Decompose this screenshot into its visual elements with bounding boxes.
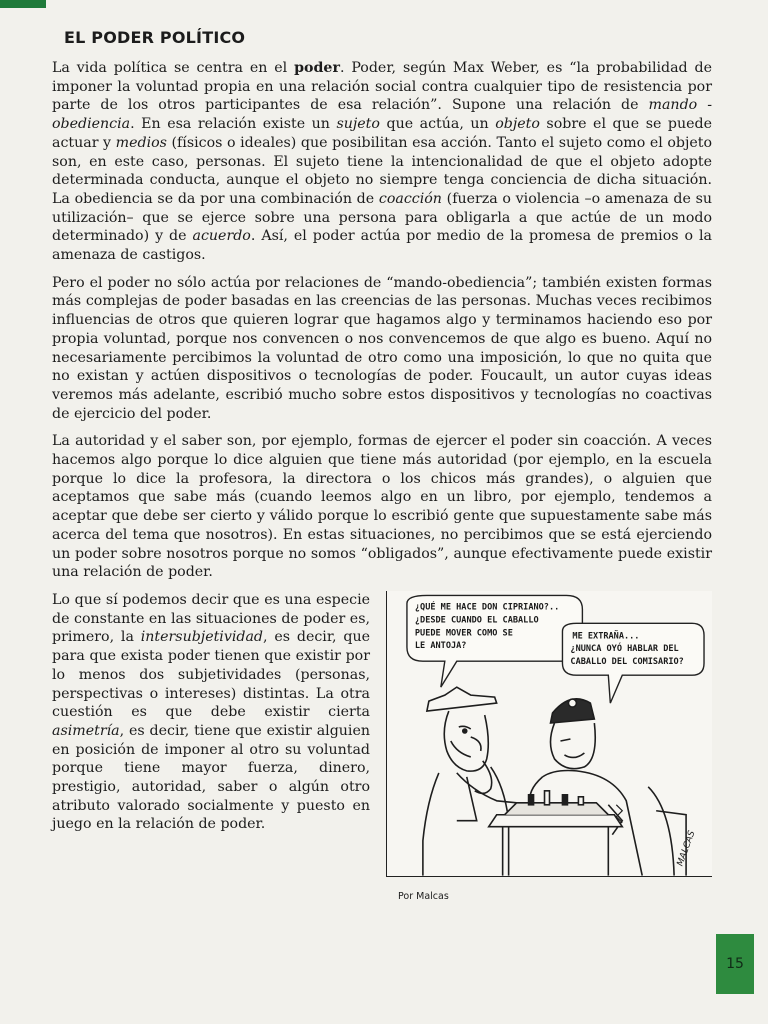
page-title: EL PODER POLÍTICO <box>64 28 246 47</box>
p4-text-a: Lo que sí podemos decir que es una especie de constante en las situaciones de poder es, primero, la <box>52 591 370 646</box>
gaucho-figure <box>423 687 537 875</box>
cartoon-illustration <box>387 591 712 876</box>
p4-text-c: , es decir, tiene que existir alguien en posición de imponer al otro su voluntad porque tiene mayor fuerza, dinero, prestigio, autoridad, saber o algún otro atributo valorado socialmente y puesto en juego en la relación de poder. <box>52 722 370 833</box>
paragraph-1 <box>52 59 712 265</box>
p4-italic-asimetria: asimetría <box>52 722 120 739</box>
balloon-left-line-4: LE ANTOJA? <box>414 641 467 652</box>
p1-italic-sujeto: sujeto <box>336 116 380 133</box>
balloon-left-line-3: PUEDE MOVER COMO SE <box>414 628 513 639</box>
paragraph-3: La autoridad y el saber son, por ejemplo, formas de ejercer el poder sin coacción. A veces hacemos algo porque lo dice alguien que tiene más autoridad (por ejemplo, en la escuela porque lo dice la profesora, la directora o los chicos más grandes), o alguien que aceptamos que sabe más (cuando leemos algo en un libro, por ejemplo, tendemos a aceptar que debe ser cierto y válido porque lo escribió gente que supuestamente sabe más acerca del tema que nosotros). En estas situaciones, no percibimos que se está ejerciendo un poder sobre nosotros porque no somos “obligados”, aunque efectivamente puede existir una relación de poder. <box>52 433 712 581</box>
cartoon-caption: Por Malcas <box>398 890 449 902</box>
p1-italic-objeto: objeto <box>495 116 540 133</box>
p1-text-h: (fuerza o violencia –o amenaza de su utilización– que se ejerce sobre una persona para obligarla a que actúe de un modo determinado) y de <box>52 190 712 245</box>
balloon-right-line-3: CABALLO DEL COMISARIO? <box>570 657 684 668</box>
paragraph-2: Pero el poder no sólo actúa por relaciones de “mando-obediencia”; también existen formas más complejas de poder basadas en las creencias de las personas. Muchas veces recibimos influencias de otros que quieren lograr que hagamos algo y terminamos haciendo eso por propia voluntad, porque nos convencen o nos convencemos de que algo es bueno. Aquí no necesariamente percibimos la voluntad de otro como una imposición, lo que no quita que no existan y actúen dispositivos o tecnologías de poder. Foucault, un autor cuyas ideas veremos más adelante, escribió mucho sobre estos dispositivos y tecnologías no coactivas de ejercicio del poder. <box>52 274 712 422</box>
cartoon-figure <box>386 591 712 902</box>
cartoon-frame <box>386 591 712 877</box>
p4-text-b: , es decir, que para que exista poder tienen que existir por lo menos dos subjetividades (personas, perspectivas o intereses) distintas. La otra cuestión es que debe existir cierta <box>52 629 370 721</box>
p1-italic-medios: medios <box>115 134 167 151</box>
bottom-section <box>52 591 712 902</box>
p1-text-g: (físicos o ideales) que posibilitan esa acción. Tanto el sujeto como el objeto son, en este caso, personas. El sujeto tiene la intencionalidad de que el objeto adopte determinada conducta, aunque el objeto no siempre tenga conciencia de dicha situación. La obediencia se da por una combinación de <box>52 134 712 207</box>
cartoon-signature: MALCAS <box>675 829 698 868</box>
page-content <box>52 28 712 902</box>
p1-italic-coaccion: coacción <box>378 190 442 207</box>
p1-italic-mando: mando - obediencia <box>52 97 712 133</box>
balloon-right-line-1: ME EXTRAÑA... <box>572 631 640 642</box>
p1-text-c: . Poder, según Max Weber, es “la probabilidad de imponer la voluntad propia en una relación social contra cualquier tipo de resistencia por parte de los otros participantes de esa relación”. Supone una relación de <box>52 60 713 114</box>
corner-color-tab <box>0 0 46 8</box>
p1-italic-acuerdo: acuerdo <box>192 228 251 245</box>
balloon-right-line-2: ¿NUNCA OYÓ HABLAR DEL <box>570 644 679 655</box>
p1-text-e: que actúa, un <box>379 116 496 133</box>
p1-text-d: . En esa relación existe un <box>130 116 337 133</box>
paragraph-4 <box>52 591 370 834</box>
p4-italic-intersubjetividad: intersubjetividad <box>140 629 264 646</box>
balloon-left-line-1: ¿QUÉ ME HACE DON CIPRIANO?.. <box>414 602 560 613</box>
p1-text-j: . Así, el poder actúa por medio de la promesa de premios o la amenaza de castigos. <box>52 228 712 264</box>
p1-bold-poder: poder <box>294 60 340 76</box>
p1-text-a: La vida política se centra en el <box>52 60 295 76</box>
page-number: 15 <box>716 934 754 994</box>
left-column <box>52 591 370 902</box>
p1-text-f: sobre el que se puede actuar y <box>52 116 713 151</box>
balloon-left-line-2: ¿DESDE CUANDO EL CABALLO <box>414 615 539 626</box>
